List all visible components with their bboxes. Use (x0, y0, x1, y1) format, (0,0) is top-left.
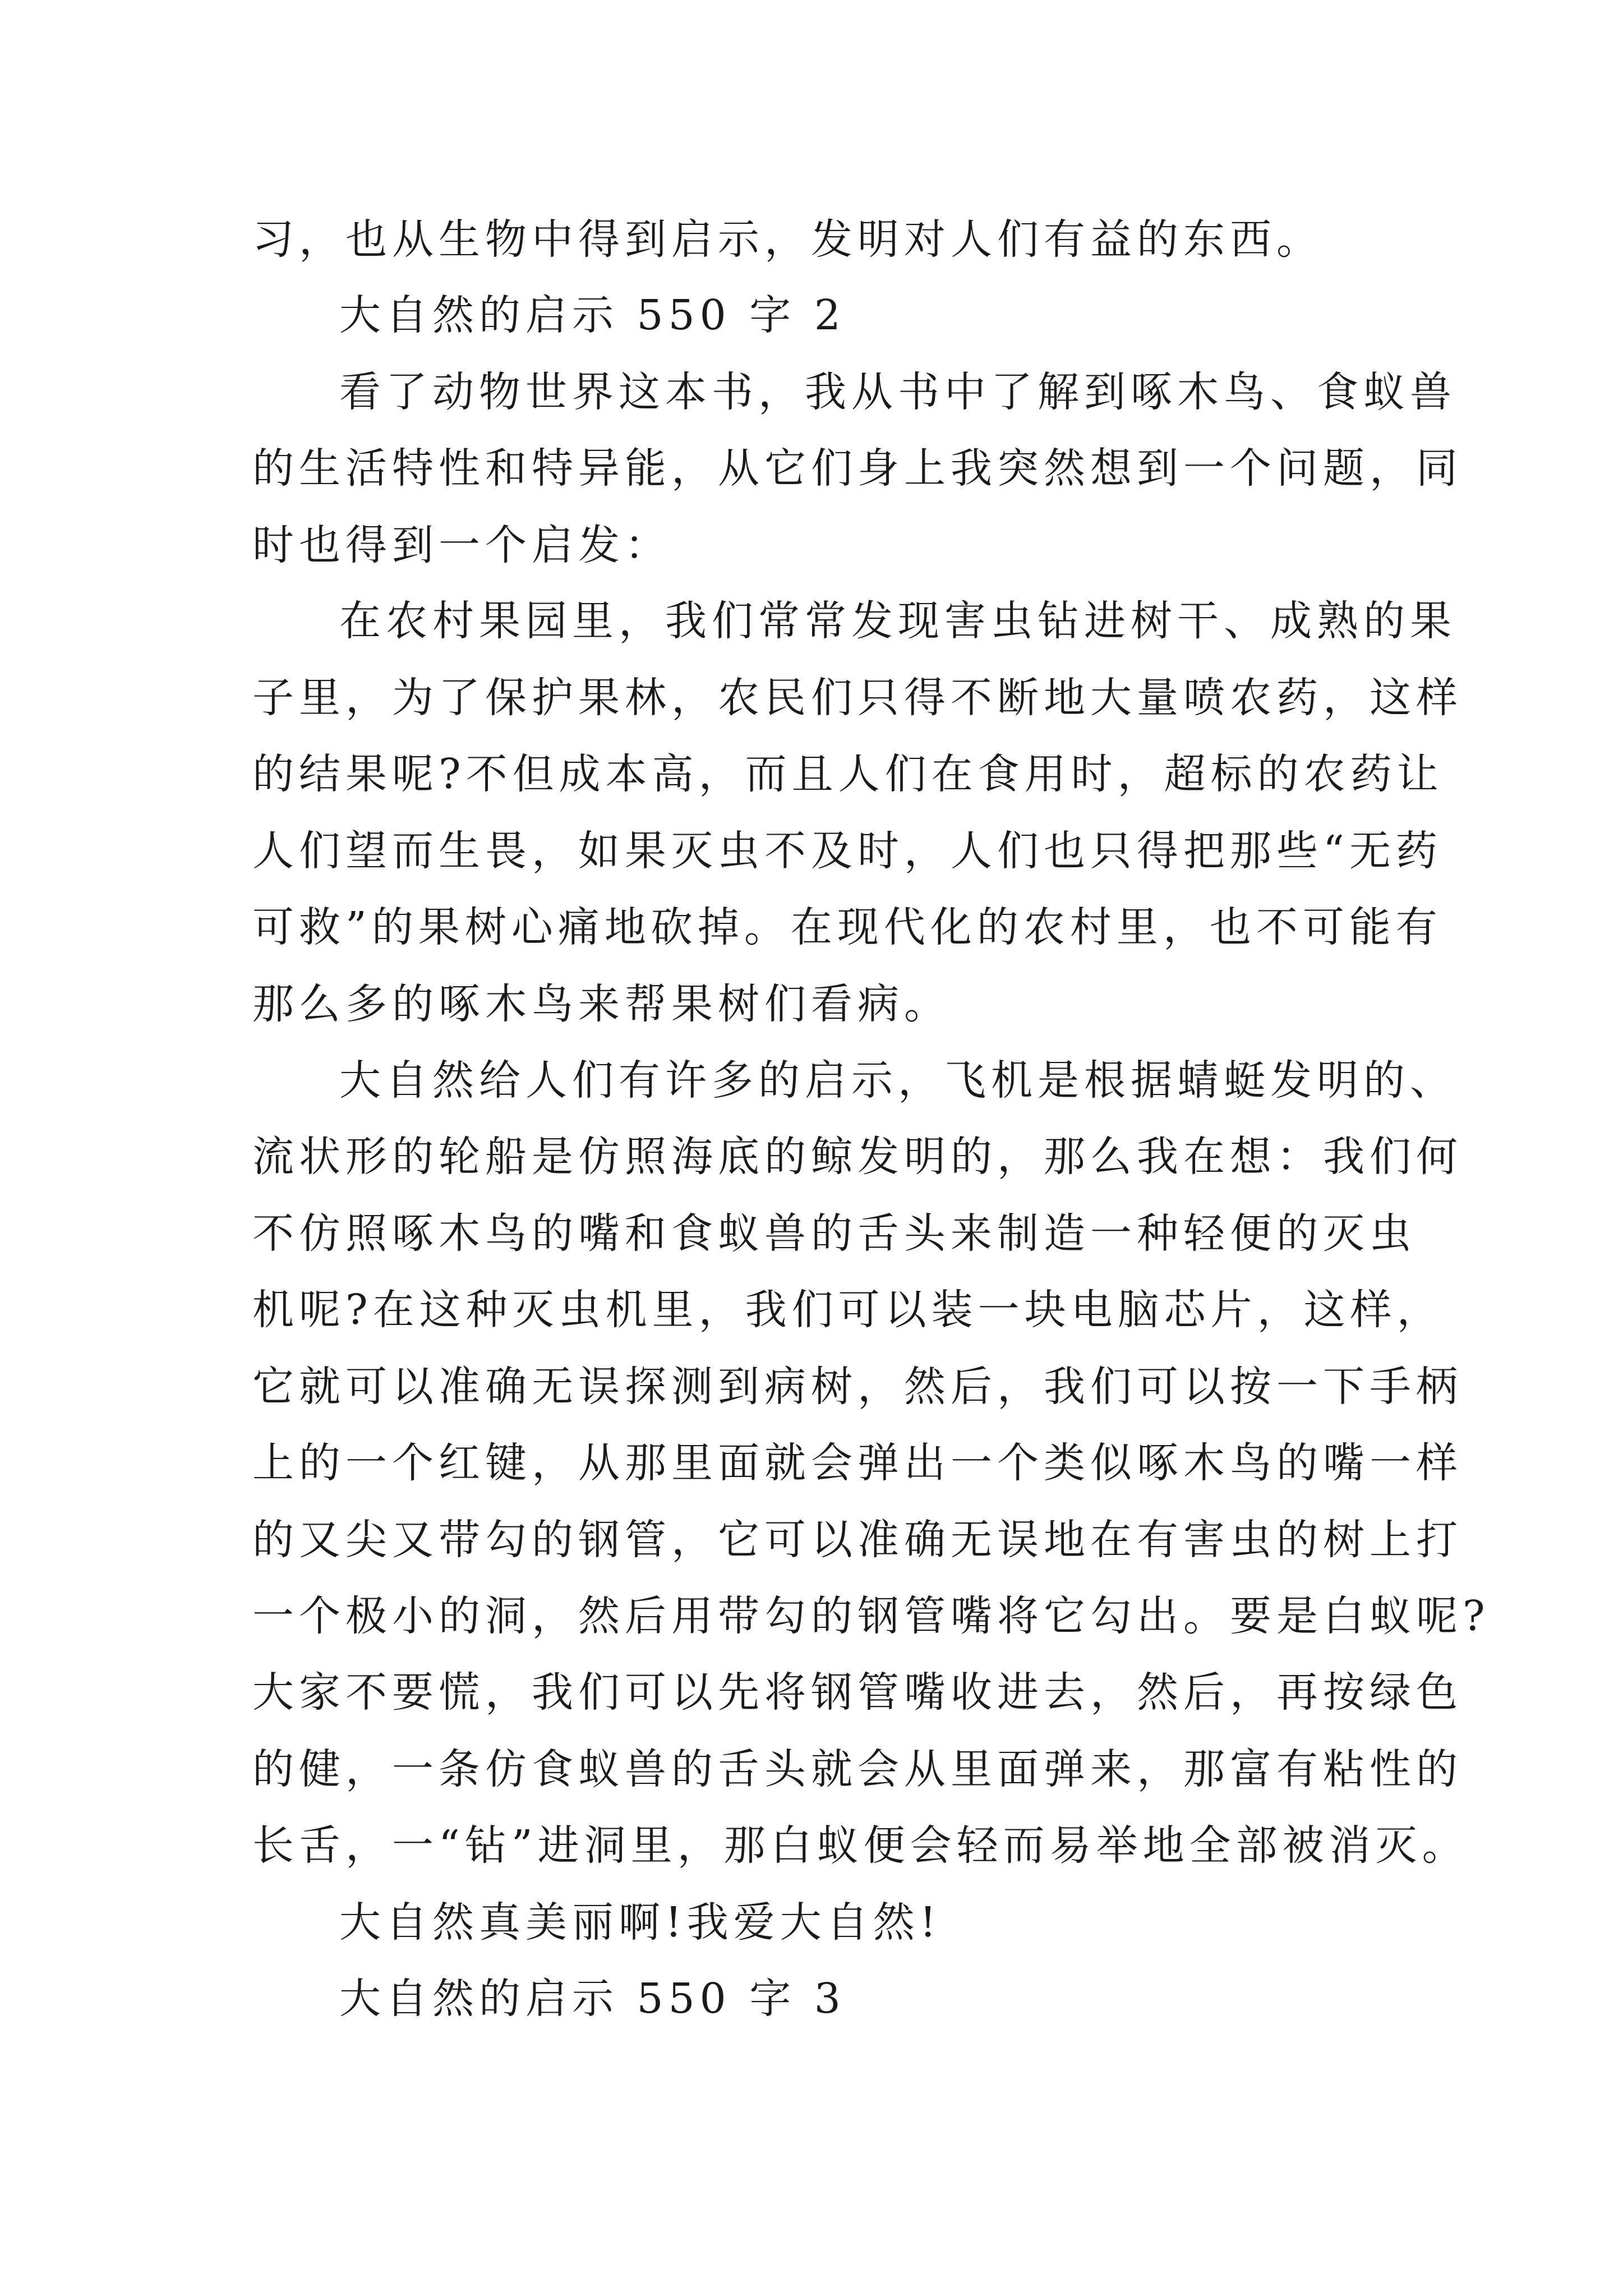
text-line: 机呢?在这种灭虫机里，我们可以装一块电脑芯片，这样， (252, 1286, 1444, 1334)
text-line: 一个极小的洞，然后用带勾的钢管嘴将它勾出。要是白蚁呢? (252, 1592, 1490, 1640)
text-line: 的生活特性和特异能，从它们身上我突然想到一个问题，同 (252, 444, 1463, 493)
text-line: 的结果呢?不但成本高，而且人们在食用时，超标的农药让 (252, 750, 1444, 798)
text-line: 流状形的轮船是仿照海底的鲸发明的，那么我在想：我们何 (252, 1133, 1463, 1181)
text-line: 可救”的果树心痛地砍掉。在现代化的农村里，也不可能有 (252, 903, 1442, 951)
text-line: 的健，一条仿食蚁兽的舌头就会从里面弹来，那富有粘性的 (252, 1745, 1463, 1793)
text-line: 大自然真美丽啊!我爱大自然! (339, 1898, 942, 1947)
text-line: 在农村果园里，我们常常发现害虫钻进树干、成熟的果 (339, 597, 1456, 645)
text-line: 长舌，一“钻”进洞里，那白蚁便会轻而易举地全部被消灭。 (252, 1821, 1469, 1870)
text-line: 不仿照啄木鸟的嘴和食蚁兽的舌头来制造一种轻便的灭虫 (252, 1209, 1416, 1258)
text-line: 看了动物世界这本书，我从书中了解到啄木鸟、食蚁兽 (339, 368, 1456, 416)
text-line: 的又尖又带勾的钢管，它可以准确无误地在有害虫的树上打 (252, 1516, 1463, 1564)
section-heading: 大自然的启示 550 字 2 (339, 291, 846, 339)
text-line: 习，也从生物中得到启示，发明对人们有益的东西。 (252, 215, 1323, 264)
text-line: 子里，为了保护果林，农民们只得不断地大量喷农药，这样 (252, 674, 1463, 722)
text-line: 人们望而生畏，如果灭虫不及时，人们也只得把那些“无药 (252, 827, 1442, 875)
text-line: 大家不要慌，我们可以先将钢管嘴收进去，然后，再按绿色 (252, 1668, 1463, 1717)
text-line: 上的一个红键，从那里面就会弹出一个类似啄木鸟的嘴一样 (252, 1439, 1463, 1487)
text-line: 大自然给人们有许多的启示，飞机是根据蜻蜓发明的、 (339, 1056, 1456, 1105)
section-heading: 大自然的启示 550 字 3 (339, 1975, 846, 2023)
text-line: 时也得到一个启发： (252, 521, 671, 569)
text-line: 那么多的啄木鸟来帮果树们看病。 (252, 980, 951, 1028)
text-line: 它就可以准确无误探测到病树，然后，我们可以按一下手柄 (252, 1363, 1463, 1411)
